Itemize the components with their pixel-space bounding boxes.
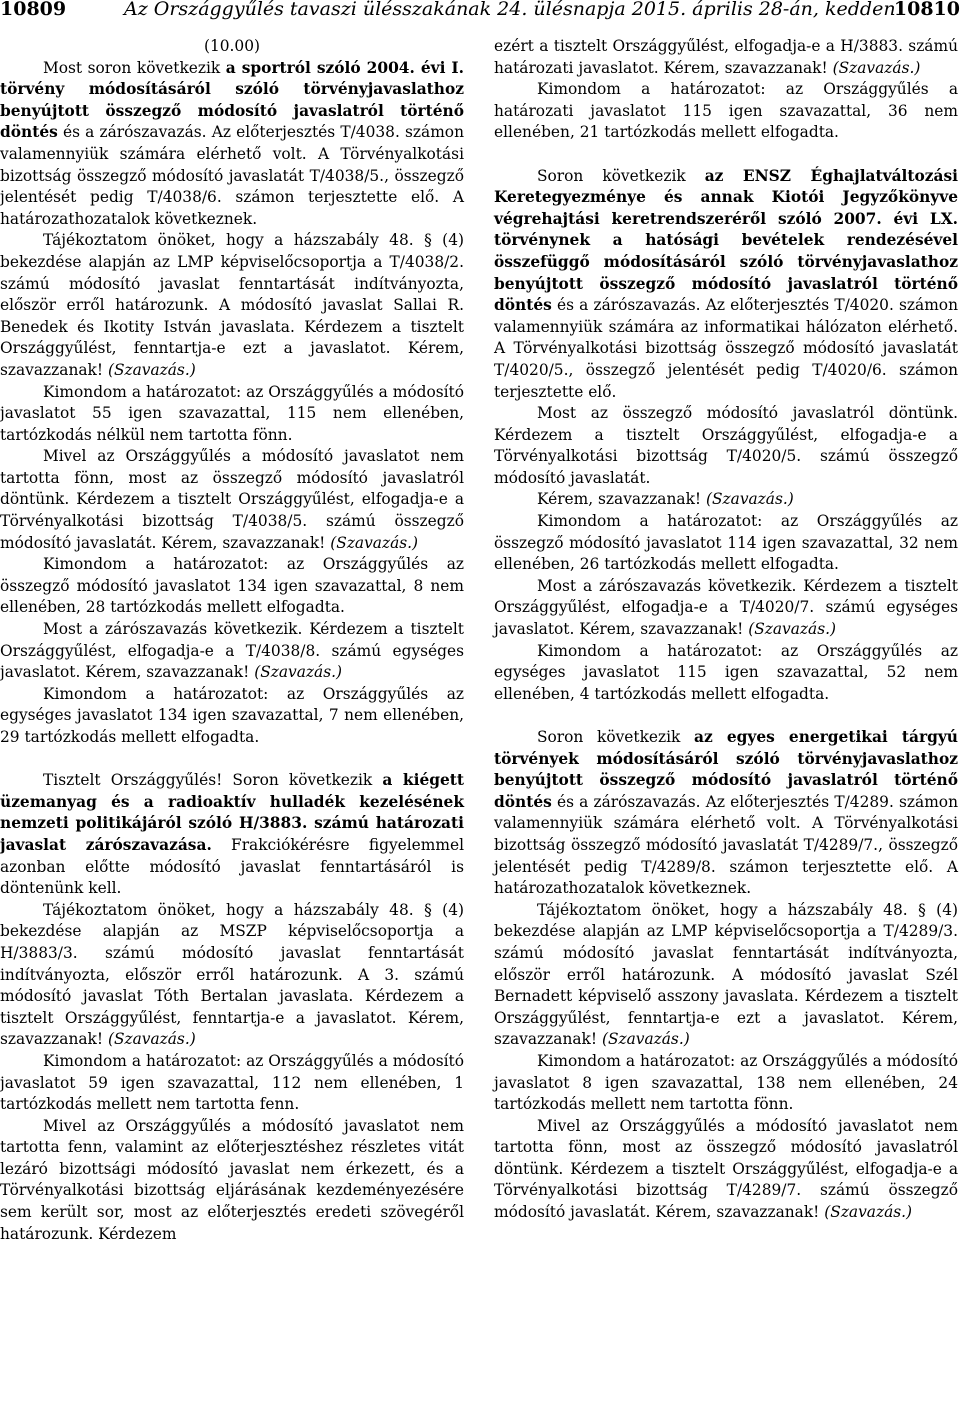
paragraph: Kimondom a határozatot: az Országgyűlés az egységes javaslatot 134 igen szavazattal, 7 nem ellenében, 29 tartózkodás mellett elfogadta.: [0, 684, 464, 746]
paragraph: Mivel az Országgyűlés a módosító javaslatot nem tartotta fönn, most az összegző módosító javaslatról döntünk. Kérdezem a tisztelt Országgyűlést, elfogadja-e a Törvényalkotási bizottság T/4038/5. számú összegző módosító javaslatát. Kérem, szavazzanak! (Szavazás.): [0, 447, 464, 552]
paragraph: Most a zárószavazás következik. Kérdezem a tisztelt Országgyűlést, elfogadja-e a T/4020/7. számú egységes javaslatot. Kérem, szavazzanak! (Szavazás.): [494, 576, 958, 639]
paragraph: Kimondom a határozatot: az Országgyűlés az összegző módosító javaslatot 134 igen szavazattal, 8 nem ellenében, 28 tartózkodás mellett elfogadta.: [0, 555, 464, 617]
paragraph: Kimondom a határozatot: az Országgyűlés a módosító javaslatot 55 igen szavazattal, 115 nem ellenében, tartózkodás nélkül nem tartotta fönn.: [0, 382, 464, 444]
page-header: [0, 0, 960, 26]
paragraph: Soron következik az egyes energetikai tárgyú törvények módosításáról szóló törvényjavaslathoz benyújtott összegző módosító javaslatról történő döntés és a zárószavazás. Az előterjesztés T/4289. számon valamennyiük számára elérhető volt. A Törvényalkotási bizottság összegző módosító javaslatát T/4289/7., összegző jelentését pedig T/4289/8. számon terjesztette elő. A határozathozatalok következnek.: [494, 728, 958, 898]
paragraph: Kimondom a határozatot: az Országgyűlés a módosító javaslatot 59 igen szavazattal, 112 nem ellenében, 1 tartózkodás mellett nem tartotta fenn.: [0, 1051, 464, 1114]
running-title: Az Országgyűlés tavaszi ülésszakának 24. ülésnapja 2015. április 28-án, kedden: [124, 0, 896, 20]
paragraph: Kimondom a határozatot: az Országgyűlés az egységes javaslatot 115 igen szavazattal, 52 nem ellenében, 4 tartózkodás mellett elfogadta.: [494, 641, 958, 703]
paragraph: Most az összegző módosító javaslatról döntünk. Kérdezem a tisztelt Országgyűlést, elfogadja-e a Törvényalkotási bizottság T/4020/5. számú összegző módosító javaslatát.: [494, 404, 958, 487]
paragraph: Tisztelt Országgyűlés! Soron következik a kiégett üzemanyag és a radioaktív hulladék kezelésének nemzeti politikájáról szóló H/3883. számú határozati javaslat zárószavazása. Frakciókérésre figyelemmel azonban előtte módosító javaslat fenntartásáról is döntenünk kell.: [0, 771, 465, 898]
paragraph: Tájékoztatom önöket, hogy a házszabály 48. § (4) bekezdése alapján az LMP képviselőcsoportja a T/4038/2. számú módosító javaslat fenntartását indítványozta, először erről határozunk. A módosító javaslat Sallai R. Benedek és Ikotity István javaslata. Kérdezem a tisztelt Országgyűlést, fenntartja-e ezt a javaslatot. Kérem, szavazzanak! (Szavazás.): [0, 231, 464, 379]
paragraph: Most a zárószavazás következik. Kérdezem a tisztelt Országgyűlést, elfogadja-e a T/4038/8. számú egységes javaslatot. Kérem, szavazzanak! (Szavazás.): [0, 620, 464, 682]
paragraph: Tájékoztatom önöket, hogy a házszabály 48. § (4) bekezdése alapján az LMP képviselőcsoportja a T/4289/3. számú módosító javaslat fenntartását indítványozta, először erről határozunk. A módosító javaslat Szél Bernadett képviselő asszony javaslata. Kérdezem a tisztelt Országgyűlést, fenntartja-e ezt a javaslatot. Kérem, szavazzanak! (Szavazás.): [494, 900, 958, 1049]
paragraph: Kérem, szavazzanak! (Szavazás.): [537, 490, 794, 509]
paragraph: Most soron következik a sportról szóló 2004. évi I. törvény módosításáról szóló törvényjavaslathoz benyújtott összegző módosító javaslatról történő döntés és a zárószavazás. Az előterjesztés T/4038. számon valamennyiük számára elérhető volt. A Törvényalkotási bizottság összegző módosító javaslatát T/4038/5., összegző jelentését pedig T/4038/6. számon terjesztette elő. A határozathozatalok következnek.: [0, 58, 464, 228]
time-mark: (10.00): [203, 37, 261, 55]
left-page-number: 10809: [0, 0, 67, 20]
left-column: [0, 36, 464, 1245]
paragraph: ezért a tisztelt Országgyűlést, elfogadja-e a H/3883. számú határozati javaslatot. Kérem, szavazzanak! (Szavazás.): [494, 37, 958, 77]
right-page-number: 10810: [893, 0, 960, 20]
paragraph: Soron következik az ENSZ Éghajlatváltozási Keretegyezménye és annak Kiotói Jegyzőkönyve végrehajtási keretrendszeréről szóló 2007. évi LX. törvénynek a hatósági bevételek rendezésével összefüggő módosításáról szóló törvényjavaslathoz benyújtott összegző módosító javaslatról történő döntés és a zárószavazás. Az előterjesztés T/4020. számon valamennyiük számára az informatikai hálózaton elérhető. A Törvényalkotási bizottság összegző módosító javaslatát T/4020/5., összegző jelentését pedig T/4020/6. számon terjesztette elő.: [494, 166, 958, 401]
paragraph: Mivel az Országgyűlés a módosító javaslatot nem tartotta fenn, valamint az előterjesztéshez részletes vitát lezáró bizottsági módosító javaslat nem érkezett, és a Törvényalkotási bizottság eljárásának kezdeményezésére sem került sor, most az előterjesztés eredeti szövegéről határozunk. Kérdezem: [0, 1116, 464, 1243]
paragraph: Mivel az Országgyűlés a módosító javaslatot nem tartotta fönn, most az összegző módosító javaslatról döntünk. Kérdezem a tisztelt Országgyűlést, elfogadja-e a Törvényalkotási bizottság T/4289/7. számú összegző módosító javaslatát. Kérem, szavazzanak! (Szavazás.): [494, 1116, 958, 1222]
paragraph: Kimondom a határozatot: az Országgyűlés az összegző módosító javaslatot 114 igen szavazattal, 32 nem ellenében, 26 tartózkodás mellett elfogadta.: [494, 512, 958, 574]
paragraph: Kimondom a határozatot: az Országgyűlés a módosító javaslatot 8 igen szavazattal, 138 nem ellenében, 24 tartózkodás mellett nem tartotta fönn.: [494, 1051, 958, 1114]
right-column: [494, 36, 958, 1224]
paragraph: Kimondom a határozatot: az Országgyűlés a határozati javaslatot 115 igen szavazattal, 36 nem ellenében, 21 tartózkodás mellett elfogadta.: [494, 80, 958, 142]
paragraph: Tájékoztatom önöket, hogy a házszabály 48. § (4) bekezdése alapján az MSZP képviselőcsoportja a H/3883/3. számú módosító javaslat fenntartását indítványozta, először erről határozunk. A 3. számú módosító javaslat Tóth Bertalan javaslata. Kérdezem a tisztelt Országgyűlést, fenntartja-e a javaslatot. Kérem, szavazzanak! (Szavazás.): [0, 900, 464, 1049]
